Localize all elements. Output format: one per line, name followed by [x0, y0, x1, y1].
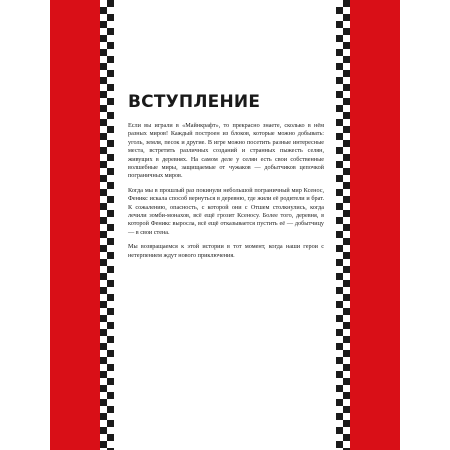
page-title: ВСТУПЛЕНИЕ — [128, 92, 261, 112]
paragraph-1: Если вы играли в «Майнкрафт», то прекрасно знаете, сколько в нём разных миров! Каждый построен из блоков, которые можно добывать: уголь, земля, песок и другие. В игре можно посетить разные интересные места, встретить различных созданий и странных пыжесть селян, живущих в деревнях. На самом деле у селян есть свои собственные волшебные миры, защищаемые от чужаков — добытчиков цепочкой пограничных миров. — [128, 122, 324, 180]
paragraph-2: Когда мы в прошлый раз покинули небольшой пограничный мир Ксенос, Феникс искала способ вернуться в деревню, где жили её родители и брат. К сожалению, опасность, с которой они с Отшем столкнулись, когда лечили зомби-монахов, всё ещё грозит Ксеносу. Более того, деревня, в которой Феникс выросла, всё ещё отказывается пустить её — добытчицу — в свои стена. — [128, 186, 324, 236]
paragraph-3: Мы возвращаемся к этой истории в тот момент, когда наши герои с нетерпением ждут нового приключения. — [128, 243, 324, 259]
left-checker-strip — [100, 0, 114, 450]
left-red-border — [50, 0, 100, 450]
right-red-border — [350, 0, 400, 450]
right-checker-strip — [336, 0, 350, 450]
page-content — [128, 92, 324, 266]
